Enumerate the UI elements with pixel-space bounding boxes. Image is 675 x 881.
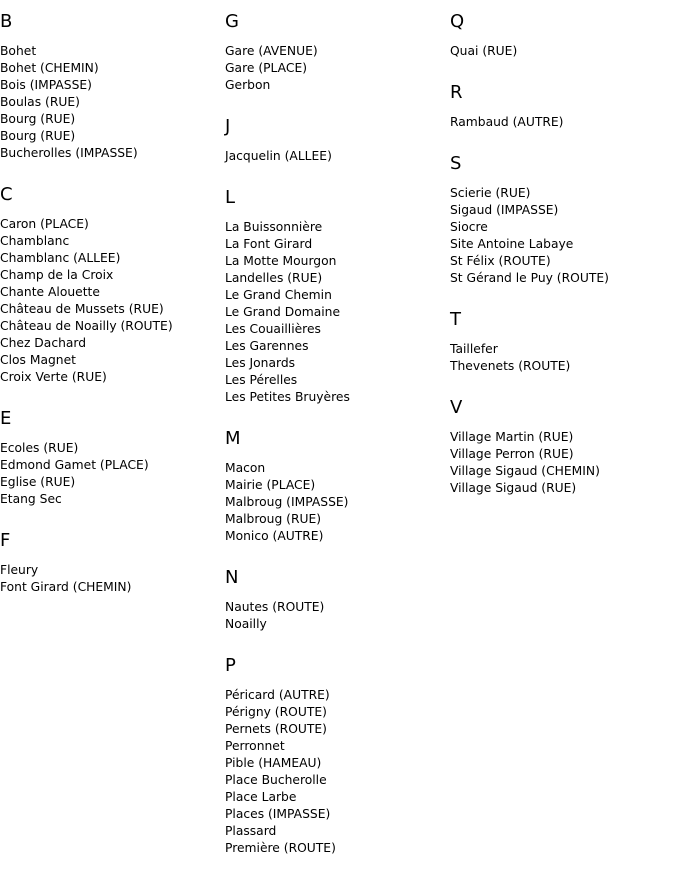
street-name: Fleury bbox=[0, 563, 39, 577]
street-name: Chamblanc (ALLEE) bbox=[0, 251, 121, 265]
letter-group bbox=[225, 12, 450, 94]
street-name: Place Bucherolle bbox=[225, 773, 327, 787]
letter-heading: N bbox=[225, 567, 239, 588]
street-name: Bucherolles (IMPASSE) bbox=[0, 146, 138, 160]
letter-heading: Q bbox=[450, 11, 465, 32]
street-name: Taillefer bbox=[450, 342, 498, 356]
letter-group bbox=[225, 188, 450, 406]
letter-group bbox=[0, 185, 225, 386]
street-list bbox=[225, 43, 450, 94]
street-list bbox=[0, 43, 225, 162]
letter-heading: R bbox=[450, 82, 463, 103]
street-name: Edmond Gamet (PLACE) bbox=[0, 458, 149, 472]
street-name: Malbroug (IMPASSE) bbox=[225, 495, 349, 509]
index-column bbox=[450, 12, 675, 520]
street-name: La Buissonnière bbox=[225, 220, 323, 234]
street-name: Rambaud (AUTRE) bbox=[450, 115, 564, 129]
street-list bbox=[0, 216, 225, 386]
letter-group bbox=[0, 531, 225, 596]
street-name: Les Pérelles bbox=[225, 373, 298, 387]
street-name: Boulas (RUE) bbox=[0, 95, 80, 109]
street-name: Jacquelin (ALLEE) bbox=[225, 149, 332, 163]
street-name: Gare (AVENUE) bbox=[225, 44, 318, 58]
letter-heading: E bbox=[0, 408, 12, 429]
street-list bbox=[225, 219, 450, 406]
street-name: Malbroug (RUE) bbox=[225, 512, 322, 526]
street-name: Eglise (RUE) bbox=[0, 475, 76, 489]
street-name: Chamblanc bbox=[0, 234, 70, 248]
street-name: Site Antoine Labaye bbox=[450, 237, 574, 251]
street-name: Font Girard (CHEMIN) bbox=[0, 580, 132, 594]
street-name: St Félix (ROUTE) bbox=[450, 254, 551, 268]
street-name: Clos Magnet bbox=[0, 353, 76, 367]
letter-group bbox=[450, 83, 675, 131]
letter-group bbox=[0, 409, 225, 508]
street-name: Péricard (AUTRE) bbox=[225, 688, 330, 702]
street-name: Bourg (RUE) bbox=[0, 112, 76, 126]
street-name: Perronnet bbox=[225, 739, 285, 753]
letter-group bbox=[0, 12, 225, 162]
street-name: Bourg (RUE) bbox=[0, 129, 76, 143]
street-name: Bohet bbox=[0, 44, 37, 58]
street-name: Siocre bbox=[450, 220, 488, 234]
street-name: Les Couaillières bbox=[225, 322, 321, 336]
street-name: St Gérand le Puy (ROUTE) bbox=[450, 271, 609, 285]
street-name: Croix Verte (RUE) bbox=[0, 370, 107, 384]
street-name: Chez Dachard bbox=[0, 336, 87, 350]
street-name: Scierie (RUE) bbox=[450, 186, 531, 200]
street-name: Quai (RUE) bbox=[450, 44, 518, 58]
street-name: Les Garennes bbox=[225, 339, 309, 353]
street-list bbox=[225, 599, 450, 633]
street-name: Chante Alouette bbox=[0, 285, 100, 299]
street-list bbox=[450, 341, 675, 375]
street-name: Gare (PLACE) bbox=[225, 61, 308, 75]
street-list bbox=[0, 562, 225, 596]
street-name: Places (IMPASSE) bbox=[225, 807, 331, 821]
street-name: Périgny (ROUTE) bbox=[225, 705, 327, 719]
street-list bbox=[450, 43, 675, 60]
street-name: Ecoles (RUE) bbox=[0, 441, 79, 455]
letter-heading: C bbox=[0, 184, 13, 205]
street-name: Mairie (PLACE) bbox=[225, 478, 316, 492]
street-name: Etang Sec bbox=[0, 492, 62, 506]
letter-group bbox=[450, 398, 675, 497]
street-name: Landelles (RUE) bbox=[225, 271, 323, 285]
street-list bbox=[450, 185, 675, 287]
street-name: Pernets (ROUTE) bbox=[225, 722, 327, 736]
street-name: Les Jonards bbox=[225, 356, 296, 370]
street-name: Noailly bbox=[225, 617, 267, 631]
letter-heading: M bbox=[225, 428, 241, 449]
street-name: Place Larbe bbox=[225, 790, 297, 804]
street-list bbox=[450, 114, 675, 131]
street-list bbox=[450, 429, 675, 497]
street-name: Sigaud (IMPASSE) bbox=[450, 203, 559, 217]
street-list bbox=[225, 460, 450, 545]
letter-heading: J bbox=[225, 116, 231, 137]
street-list bbox=[0, 440, 225, 508]
street-name: Nautes (ROUTE) bbox=[225, 600, 325, 614]
street-name: Château de Noailly (ROUTE) bbox=[0, 319, 173, 333]
street-list bbox=[225, 148, 450, 165]
street-name: Plassard bbox=[225, 824, 277, 838]
letter-group bbox=[225, 656, 450, 857]
letter-group bbox=[225, 568, 450, 633]
letter-heading: G bbox=[225, 11, 239, 32]
street-name: Village Sigaud (CHEMIN) bbox=[450, 464, 600, 478]
street-name: Bohet (CHEMIN) bbox=[0, 61, 99, 75]
street-name: Gerbon bbox=[225, 78, 271, 92]
street-name: Bois (IMPASSE) bbox=[0, 78, 92, 92]
letter-group bbox=[450, 310, 675, 375]
letter-heading: V bbox=[450, 397, 463, 418]
letter-heading: L bbox=[225, 187, 236, 208]
street-name: Village Perron (RUE) bbox=[450, 447, 574, 461]
street-name: La Motte Mourgon bbox=[225, 254, 337, 268]
letter-heading: S bbox=[450, 153, 462, 174]
letter-group bbox=[450, 12, 675, 60]
letter-group bbox=[225, 429, 450, 545]
index-column bbox=[0, 12, 225, 619]
letter-heading: P bbox=[225, 655, 236, 676]
street-name: Les Petites Bruyères bbox=[225, 390, 350, 404]
street-name: Champ de la Croix bbox=[0, 268, 114, 282]
street-name: Première (ROUTE) bbox=[225, 841, 336, 855]
street-name: La Font Girard bbox=[225, 237, 313, 251]
street-list bbox=[225, 687, 450, 857]
street-name: Le Grand Domaine bbox=[225, 305, 341, 319]
letter-heading: F bbox=[0, 530, 11, 551]
street-name: Pible (HAMEAU) bbox=[225, 756, 322, 770]
street-name: Monico (AUTRE) bbox=[225, 529, 324, 543]
letter-heading: T bbox=[450, 309, 461, 330]
street-name: Macon bbox=[225, 461, 266, 475]
street-name: Le Grand Chemin bbox=[225, 288, 332, 302]
street-name: Caron (PLACE) bbox=[0, 217, 89, 231]
street-name: Village Sigaud (RUE) bbox=[450, 481, 577, 495]
street-name: Château de Mussets (RUE) bbox=[0, 302, 164, 316]
letter-group bbox=[225, 117, 450, 165]
letter-heading: B bbox=[0, 11, 13, 32]
street-name: Village Martin (RUE) bbox=[450, 430, 574, 444]
street-name: Thevenets (ROUTE) bbox=[450, 359, 571, 373]
index-column bbox=[225, 12, 450, 880]
letter-group bbox=[450, 154, 675, 287]
